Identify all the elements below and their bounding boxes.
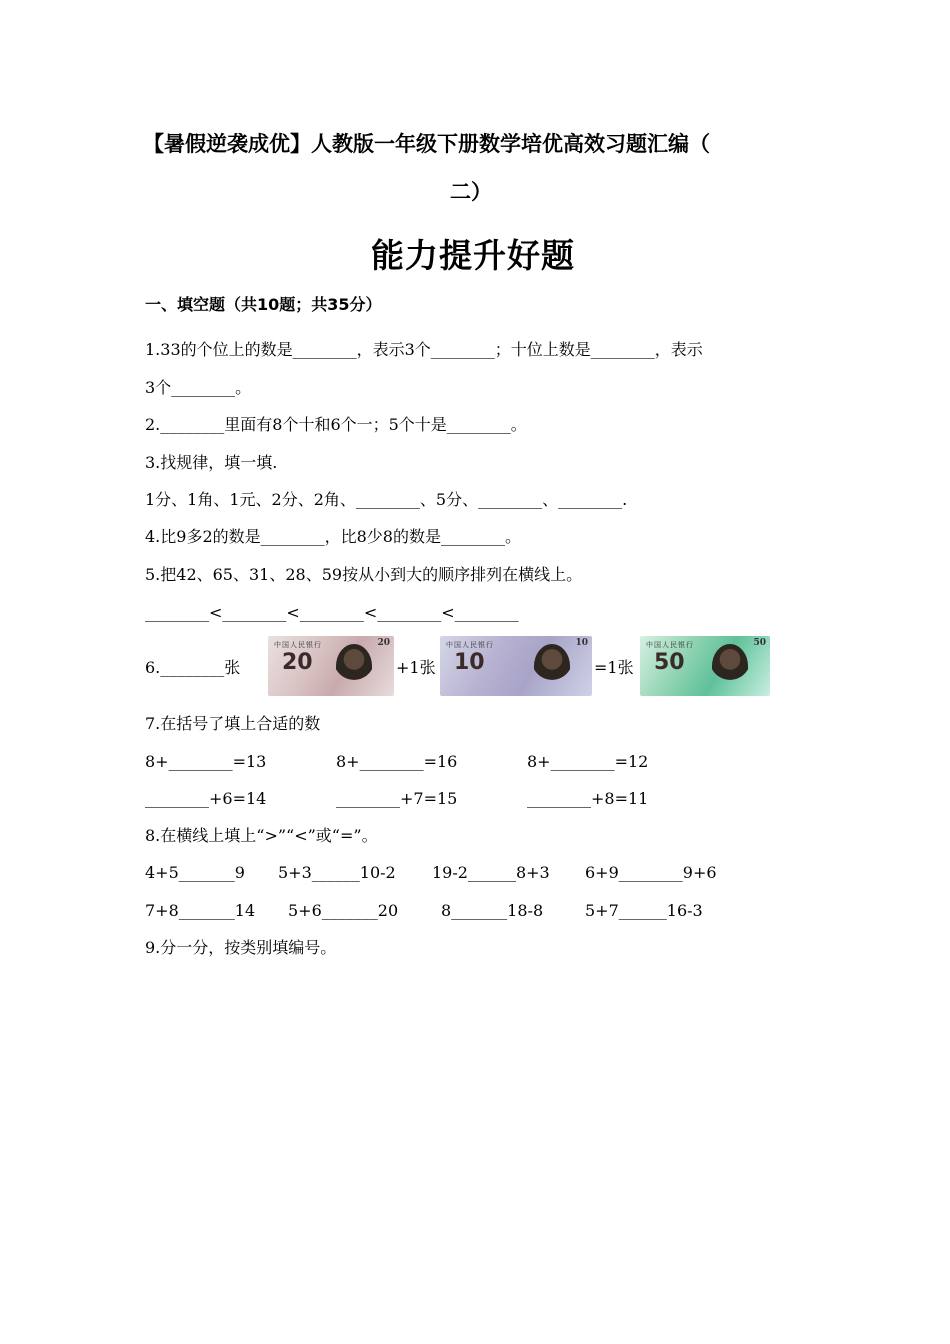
section-heading: 一、填空题（共10题；共35分） [145,295,382,314]
q7-item: 8+________=12 [527,752,649,771]
banknote-header: 中国人民银行 [646,641,694,649]
portrait-icon [336,644,372,688]
banknote-value: 20 [282,650,313,675]
q7-line1: 7.在括号了填上合适的数 [145,714,321,733]
q9-line1: 9.分一分，按类别填编号。 [145,938,337,957]
q1-line2: 3个________。 [145,378,252,397]
q7-item: ________+6=14 [145,789,267,808]
banknote-header: 中国人民银行 [446,641,494,649]
q3-line1: 3.找规律，填一填. [145,453,278,472]
doc-title-line2: 二） [450,180,492,204]
q7-item: 8+________=16 [336,752,458,771]
banknote-value: 10 [454,650,485,675]
q5-line2: ________<________<________<________<________ [145,603,519,622]
doc-subtitle: 能力提升好题 [371,236,575,275]
q8-line1: 8.在横线上填上“>”“<”或“=”。 [145,826,378,845]
q6-equals: =1张 [594,658,634,677]
q8-item: 5+7______16-3 [585,901,703,920]
q1-line1: 1.33的个位上的数是________，表示3个________；十位上数是________，表示 [145,340,703,359]
q7-item: ________+7=15 [336,789,458,808]
q5-line1: 5.把42、65、31、28、59按从小到大的顺序排列在横线上。 [145,565,583,584]
q4-line1: 4.比9多2的数是________，比8少8的数是________。 [145,527,521,546]
q7-item: ________+8=11 [527,789,649,808]
q8-item: 8_______18-8 [441,901,544,920]
banknote-corner-value: 50 [753,638,766,648]
banknote-corner-value: 10 [575,638,588,648]
banknote-10-image [440,636,592,696]
banknote-20-image [268,636,394,696]
q6-prefix: 6.________张 [145,658,241,677]
q8-item: 5+3______10-2 [278,863,396,882]
q6-plus: +1张 [396,658,436,677]
portrait-icon [712,644,748,688]
q8-item: 7+8_______14 [145,901,256,920]
q8-item: 6+9________9+6 [585,863,717,882]
banknote-corner-value: 20 [377,638,390,648]
q7-item: 8+________=13 [145,752,267,771]
q8-item: 5+6_______20 [288,901,399,920]
banknote-header: 中国人民银行 [274,641,322,649]
q8-item: 19-2______8+3 [432,863,550,882]
q2-line1: 2.________里面有8个十和6个一；5个十是________。 [145,415,527,434]
doc-title-line1: 【暑假逆袭成优】人教版一年级下册数学培优高效习题汇编（ [143,132,710,156]
q8-item: 4+5_______9 [145,863,245,882]
banknote-50-image [640,636,770,696]
portrait-icon [534,644,570,688]
banknote-value: 50 [654,650,685,675]
q3-line2: 1分、1角、1元、2分、2角、________、5分、________、________. [145,490,628,509]
